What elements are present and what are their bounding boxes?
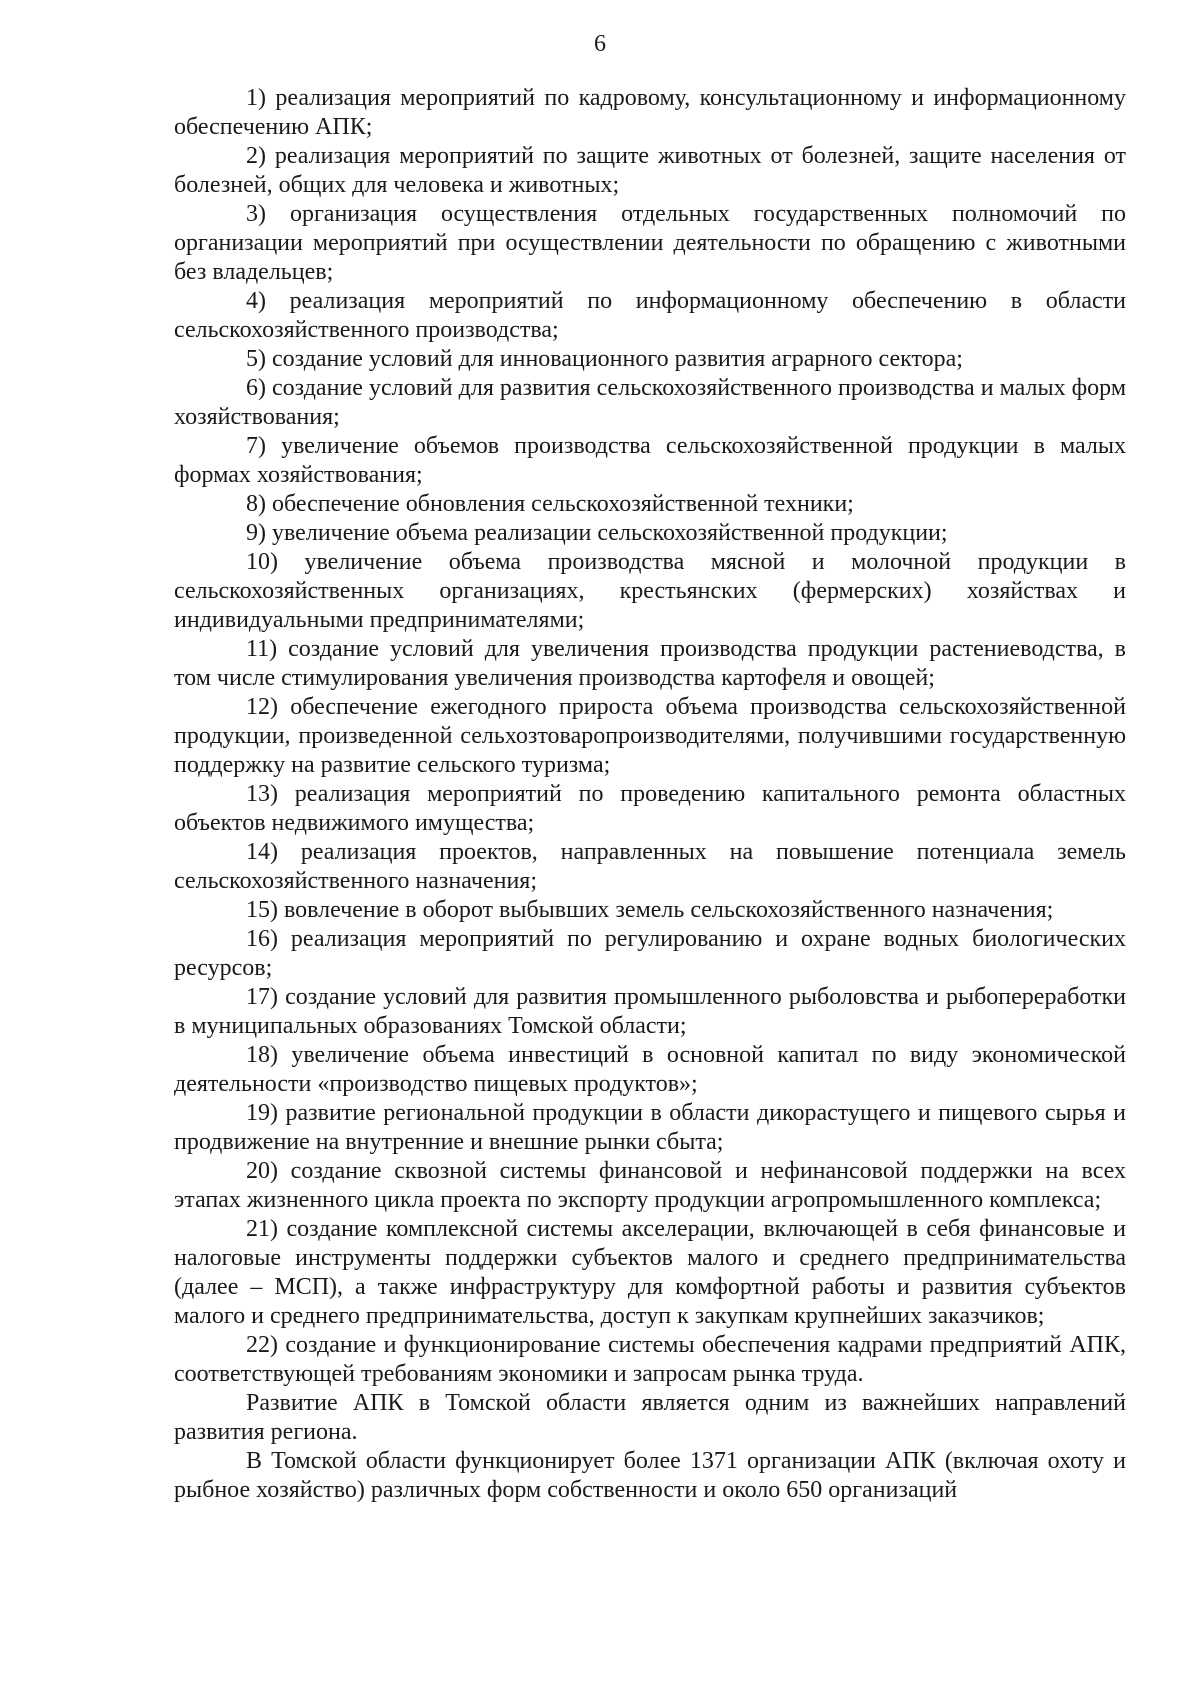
list-item-3: 3) организация осуществления отдельных государственных полномочий по организации мероприятий при осуществлении деятельности по обращению с животными без владельцев; bbox=[174, 201, 1126, 285]
list-item-5: 5) создание условий для инновационного развития аграрного сектора; bbox=[246, 346, 963, 372]
list-item-20: 20) создание сквозной системы финансовой и нефинансовой поддержки на всех этапах жизненного цикла проекта по экспорту продукции агропромышленного комплекса; bbox=[174, 1158, 1126, 1213]
list-item-11: 11) создание условий для увеличения производства продукции растениеводства, в том числе стимулирования увеличения производства картофеля и овощей; bbox=[174, 636, 1126, 691]
list-item-2: 2) реализация мероприятий по защите животных от болезней, защите населения от болезней, общих для человека и животных; bbox=[174, 143, 1126, 198]
list-item-14: 14) реализация проектов, направленных на повышение потенциала земель сельскохозяйственного назначения; bbox=[174, 839, 1126, 894]
list-item-15: 15) вовлечение в оборот выбывших земель сельскохозяйственного назначения; bbox=[246, 897, 1054, 923]
body-paragraph-development: Развитие АПК в Томской области является одним из важнейших направлений развития региона. bbox=[174, 1390, 1126, 1445]
list-item-19: 19) развитие региональной продукции в области дикорастущего и пищевого сырья и продвижение на внутренние и внешние рынки сбыта; bbox=[174, 1100, 1126, 1155]
list-item-22: 22) создание и функционирование системы обеспечения кадрами предприятий АПК, соответствующей требованиям экономики и запросам рынка труда. bbox=[174, 1332, 1126, 1387]
body-paragraph-organizations: В Томской области функционирует более 1371 организации АПК (включая охоту и рыбное хозяйство) различных форм собственности и около 650 организаций bbox=[174, 1448, 1126, 1503]
list-item-21: 21) создание комплексной системы акселерации, включающей в себя финансовые и налоговые инструменты поддержки субъектов малого и среднего предпринимательства (далее – МСП), а также инфраструктуру для комфортной работы и развития субъектов малого и среднего предпринимательства, доступ к закупкам крупнейших заказчиков; bbox=[174, 1216, 1126, 1329]
list-item-4: 4) реализация мероприятий по информационному обеспечению в области сельскохозяйственного производства; bbox=[174, 288, 1126, 343]
list-item-7: 7) увеличение объемов производства сельскохозяйственной продукции в малых формах хозяйствования; bbox=[174, 433, 1126, 488]
list-item-8: 8) обеспечение обновления сельскохозяйственной техники; bbox=[246, 491, 854, 517]
list-item-9: 9) увеличение объема реализации сельскохозяйственной продукции; bbox=[246, 520, 948, 546]
list-item-16: 16) реализация мероприятий по регулированию и охране водных биологических ресурсов; bbox=[174, 926, 1126, 981]
document-body bbox=[174, 84, 1126, 1505]
list-item-1: 1) реализация мероприятий по кадровому, консультационному и информационному обеспечению АПК; bbox=[174, 85, 1126, 140]
list-item-13: 13) реализация мероприятий по проведению капитального ремонта областных объектов недвижимого имущества; bbox=[174, 781, 1126, 836]
list-item-18: 18) увеличение объема инвестиций в основной капитал по виду экономической деятельности «производство пищевых продуктов»; bbox=[174, 1042, 1126, 1097]
list-item-17: 17) создание условий для развития промышленного рыболовства и рыбопереработки в муниципальных образованиях Томской области; bbox=[174, 984, 1126, 1039]
page-number: 6 bbox=[594, 31, 606, 57]
list-item-6: 6) создание условий для развития сельскохозяйственного производства и малых форм хозяйствования; bbox=[174, 375, 1126, 430]
list-item-12: 12) обеспечение ежегодного прироста объема производства сельскохозяйственной продукции, произведенной сельхозтоваропроизводителями, получившими государственную поддержку на развитие сельского туризма; bbox=[174, 694, 1126, 778]
list-item-10: 10) увеличение объема производства мясной и молочной продукции в сельскохозяйственных организациях, крестьянских (фермерских) хозяйствах и индивидуальными предпринимателями; bbox=[174, 549, 1126, 633]
